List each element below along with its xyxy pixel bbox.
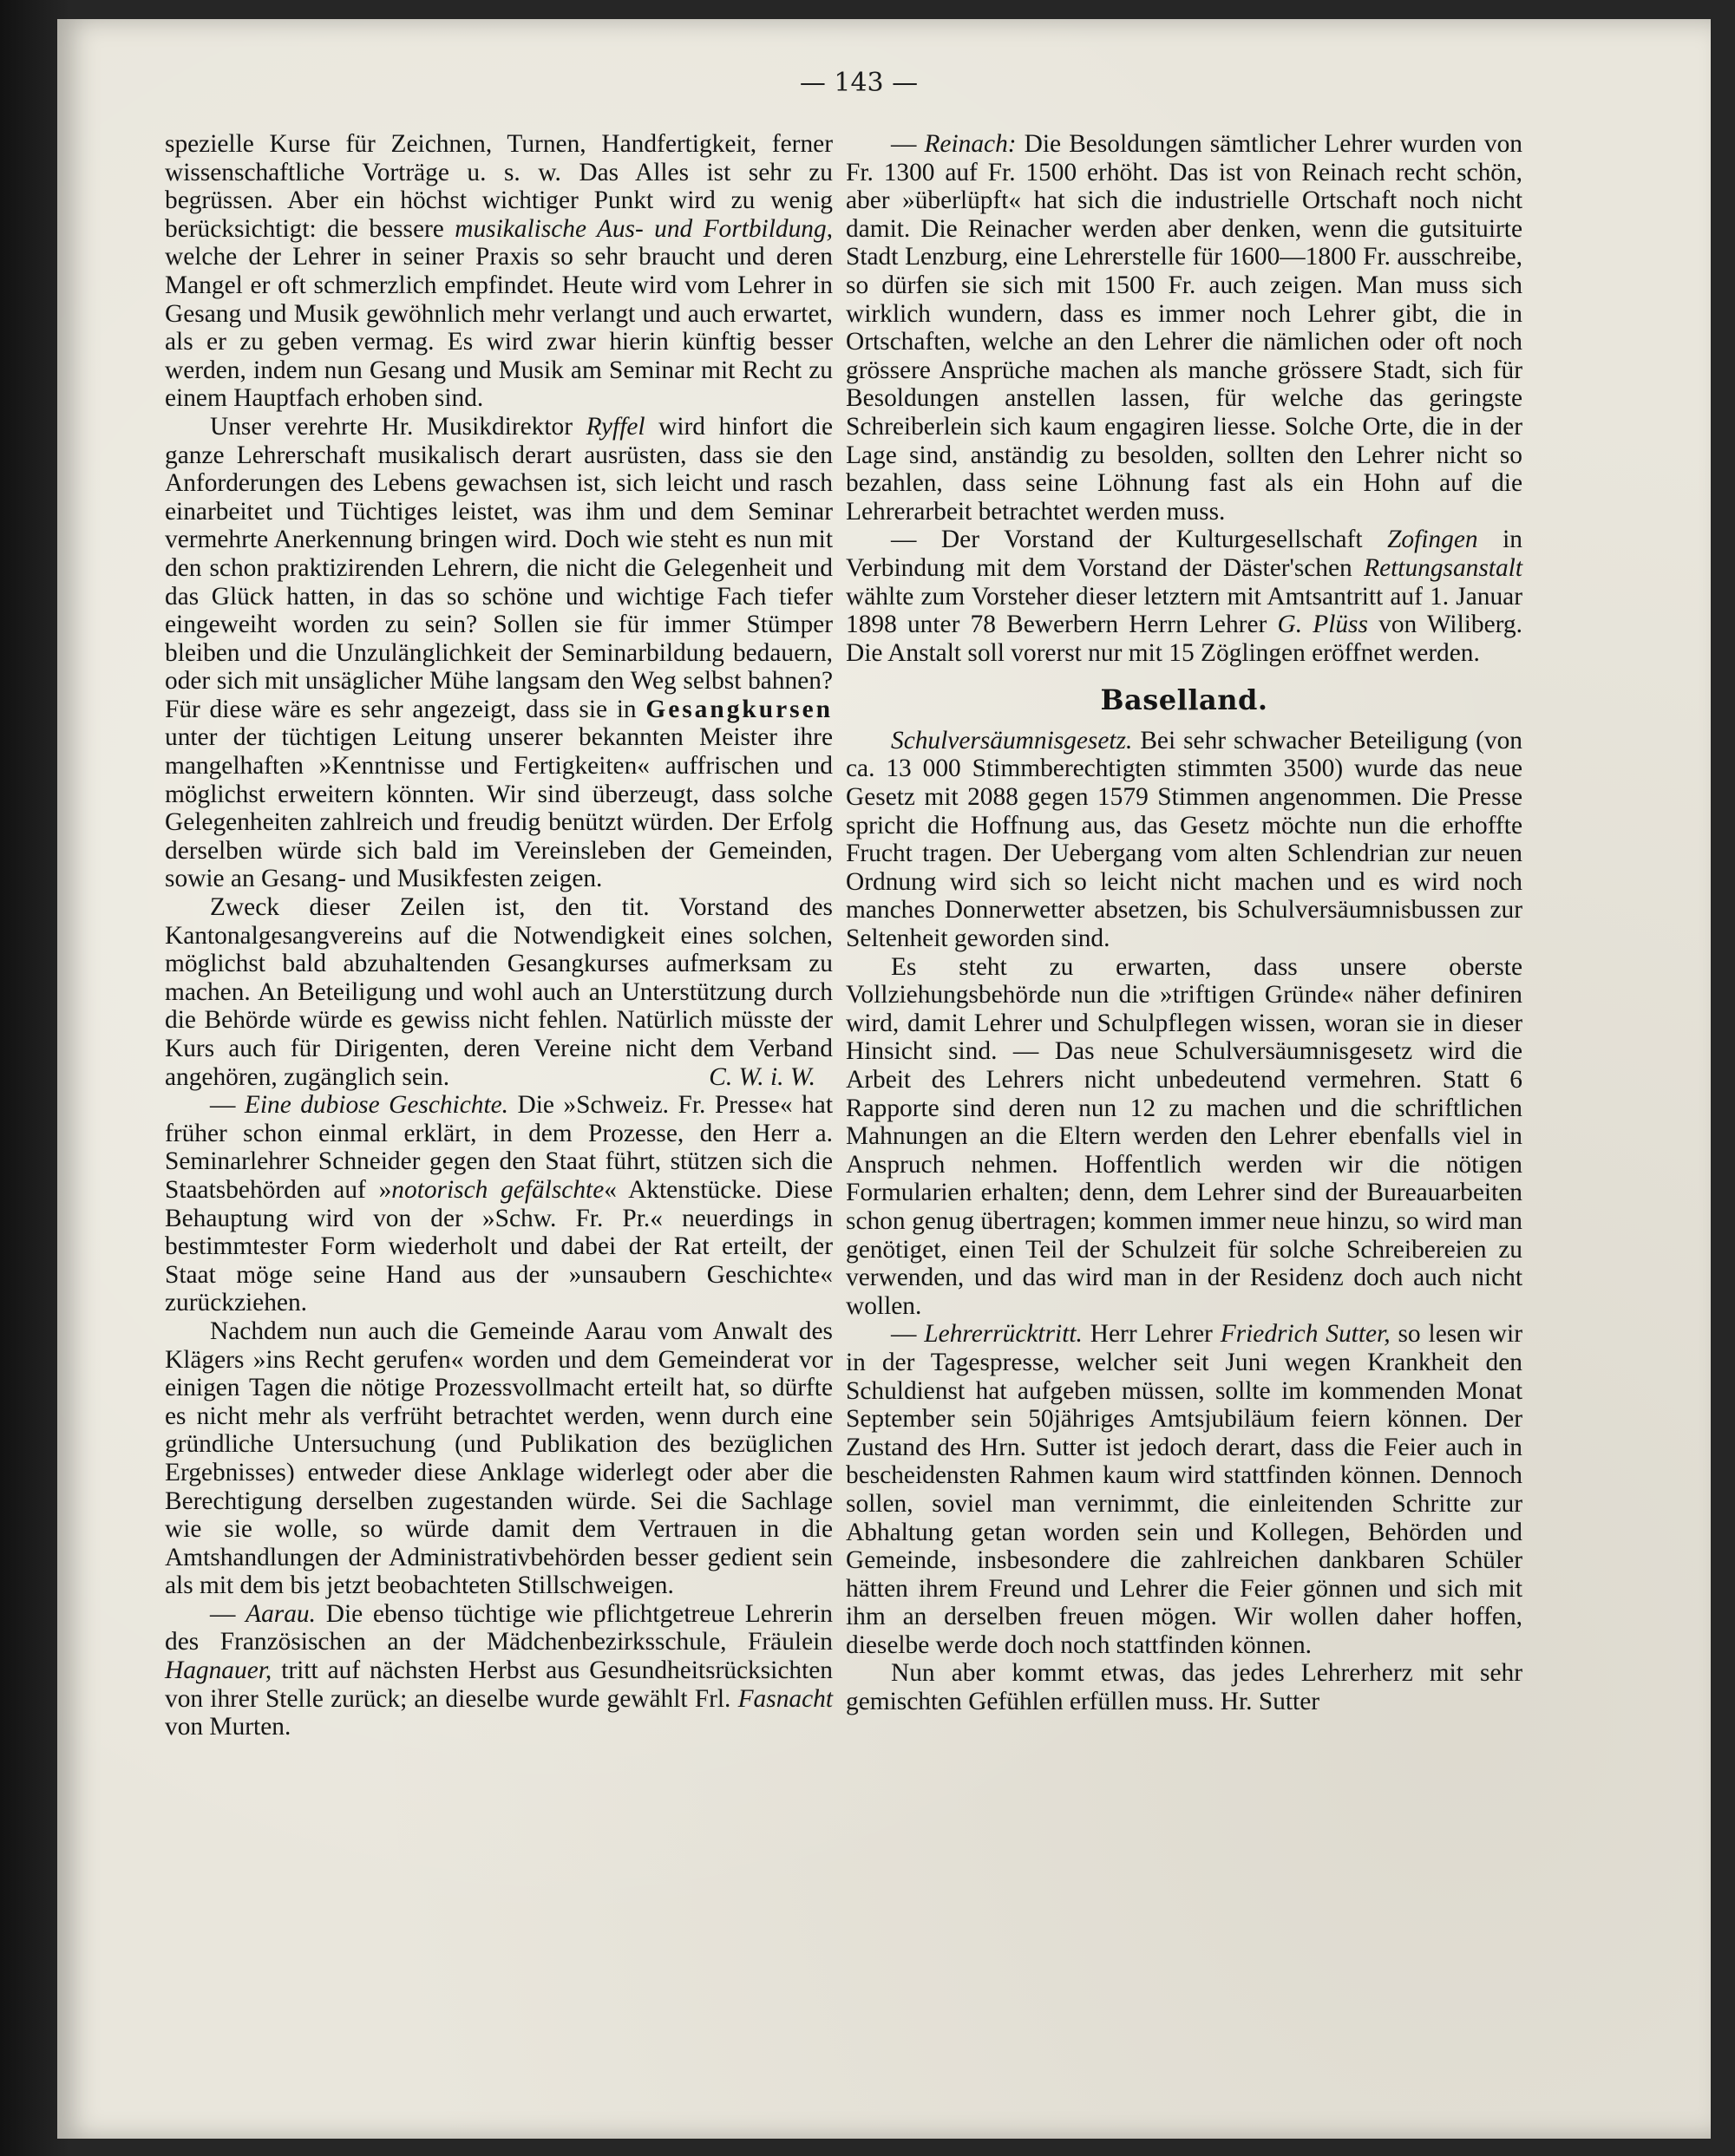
author-signature: C. W. i. W.: [709, 1062, 815, 1091]
right-text-column: [846, 130, 1522, 1716]
paragraph-aarau-anwalt: Nachdem nun auch die Gemeinde Aarau vom Anwalt des Klägers »ins Recht gerufen« worden und dem Gemeinderat vor einigen Tagen die nötige Prozessvollmacht erteilt hat, so dürfte es nicht mehr als verfrüht betrachtet werden, wenn durch eine gründliche Untersuchung (und Publikation des bezüglichen Ergebnisses) entweder diese Anklage widerlegt oder aber die Berechtigung derselben zugestanden würde. Sei die Sachlage wie sie wolle, so würde damit dem Vertrauen in die Amtshandlungen der Administrativbehörden besser gedient sein als mit dem bis jetzt beobachteten Stillschweigen.: [165, 1316, 833, 1600]
paragraph-zweck: Zweck dieser Zeilen ist, den tit. Vorstand des Kantonalgesangvereins auf die Notwendigkeit eines solchen, möglichst bald abzuhaltenden Gesangkurses aufmerksam zu machen. An Beteiligung und wohl auch an Unterstützung durch die Behörde würde es gewiss nicht fehlen. Natürlich müsste der Kurs auch für Dirigenten, deren Vereine nicht dem Verband angehören, zugänglich sein.: [165, 893, 833, 1091]
paragraph-schulversaeumnisgesetz: Schulversäumnisgesetz. Bei sehr schwacher Beteiligung (von ca. 13 000 Stimmberechtigten stimmten 3500) wurde das neue Gesetz mit 2088 gegen 1579 Stimmen angenommen. Die Presse spricht die Hoffnung aus, das Gesetz möchte nun die erhoffte Frucht tragen. Der Uebergang vom alten Schlendrian zur neuen Ordnung wird sich so leicht nicht machen und es wird noch manches Donnerwetter absetzen, bis Schulversäumnisbussen zur Seltenheit geworden sind.: [846, 726, 1522, 953]
paragraph-ryffel: Unser verehrte Hr. Musikdirektor Ryffel wird hinfort die ganze Lehrerschaft musikalisch derart ausrüsten, dass sie den Anforderungen des Lebens gewachsen ist, sich leicht und rasch einarbeitet und Tüchtiges leistet, was ihm und dem Seminar vermehrte Anerkennung bringen wird. Doch wie steht es nun mit den schon praktizirenden Lehrern, die nicht die Gelegenheit und das Glück hatten, in das so schöne und wichtige Fach tiefer eingeweiht worden zu sein? Sollen sie für immer Stümper bleiben und die Unzulänglichkeit der Seminarbildung bedauern, oder sich mit unsäglicher Mühe langsam den Weg selbst bahnen? Für diese wäre es sehr angezeigt, dass sie in Gesangkursen unter der tüchtigen Leitung unserer bekannten Meister ihre mangelhaften »Kenntnisse und Fertigkeiten« auffrischen und möglichst erweitern könnten. Wir sind überzeugt, dass solche Gelegenheiten zahlreich und freudig benützt würden. Der Erfolg derselben würde sich bald im Vereinsleben der Gemeinden, sowie an Gesang- und Musikfesten zeigen.: [165, 412, 833, 893]
paragraph-aarau-lehrerin: — Aarau. Die ebenso tüchtige wie pflichtgetreue Lehrerin des Französischen an der Mädchenbezirksschule, Fräulein Hagnauer, tritt auf nächsten Herbst aus Gesundheitsrücksichten von ihrer Stelle zurück; an dieselbe wurde gewählt Frl. Fasnacht von Murten.: [165, 1599, 833, 1741]
paragraph-lehrerherz: Nun aber kommt etwas, das jedes Lehrerherz mit sehr gemischten Gefühlen erfüllen muss. Hr. Sutter: [846, 1659, 1522, 1716]
paragraph-dubiose-geschichte: — Eine dubiose Geschichte. Die »Schweiz. Fr. Presse« hat früher schon einmal erklärt, in dem Prozesse, den Herr a. Seminarlehrer Schneider gegen den Staat führt, stützen sich die Staatsbehörden auf »notorisch gefälschte« Aktenstücke. Diese Behauptung wird von der »Schw. Fr. Pr.« neuerdings in bestimmtester Form wiederholt und dabei der Rat erteilt, der Staat möge seine Hand aus der »unsaubern Geschichte« zurückziehen.: [165, 1091, 834, 1317]
left-text-column: [165, 130, 833, 1741]
section-heading-baselland: Baselland.: [1100, 683, 1268, 717]
paragraph-courses: spezielle Kurse für Zeichnen, Turnen, Handfertigkeit, ferner wissenschaftliche Vorträge u. s. w. Das Alles ist sehr zu begrüssen. Aber ein höchst wichtiger Punkt wird zu wenig berücksichtigt: die bessere musikalische Aus- und Fortbildung, welche der Lehrer in seiner Praxis so sehr braucht und deren Mangel er oft schmerzlich empfindet. Heute wird vom Lehrer in Gesang und Musik gewöhnlich mehr verlangt und auch erwartet, als er zu geben vermag. Es wird zwar hierin künftig besser werden, indem nun Gesang und Musik am Seminar mit Recht zu einem Hauptfach erhoben sind.: [165, 130, 834, 413]
paragraph-lehrerruecktritt: — Lehrerrücktritt. Herr Lehrer Friedrich Sutter, so lesen wir in der Tagespresse, welcher seit Juni wegen Krankheit den Schuldienst hat aufgeben müssen, sollte im kommenden Monat September sein 50jähriges Amtsjubiläum feiern können. Der Zustand des Hrn. Sutter ist jedoch derart, dass die Feier auch in bescheidensten Rahmen kaum wird stattfinden können. Dennoch sollen, soviel man vernimmt, die einleitenden Schritte zur Abhaltung getan worden sein und Kollegen, Behörden und Gemeinde, insbesondere die zahlreichen dankbaren Schüler hätten ihrem Freund und Lehrer die Feier gönnen und sich mit ihm an derselben freuen mögen. Wir wollen daher hoffen, dieselbe werde doch noch stattfinden können.: [846, 1320, 1522, 1659]
paragraph-vollziehungsbehoerde: Es steht zu erwarten, dass unsere oberste Vollziehungsbehörde nun die »triftigen Gründe« näher definiren wird, damit Lehrer und Schulpflegen wissen, woran sie in dieser Hinsicht sind. — Das neue Schulversäumnisgesetz wird die Arbeit des Lehrers nicht unbedeutend vermehren. Statt 6 Rapporte sind deren nun 12 zu machen und die schriftlichen Mahnungen an die Eltern werden den Lehrer ebenfalls viel in Anspruch nehmen. Hoffentlich werden wir die nötigen Formularien erhalten; denn, dem Lehrer sind der Bureauarbeiten schon genug übertragen; kommen immer neue hinzu, so wird man genötiget, einen Teil der Schulzeit für solche Schreibereien zu verwenden, und das wird man in der Residenz doch auch nicht wollen.: [846, 952, 1522, 1320]
page-number-header: — 143 —: [799, 68, 919, 98]
paragraph-zofingen: — Der Vorstand der Kulturgesellschaft Zofingen in Verbindung mit dem Vorstand der Däster'schen Rettungsanstalt wählte zum Vorsteher dieser letztern mit Amtsantritt auf 1. Januar 1898 unter 78 Bewerbern Herrn Lehrer G. Plüss von Wiliberg. Die Anstalt soll vorerst nur mit 15 Zöglingen eröffnet werden.: [846, 526, 1522, 667]
paragraph-reinach: — Reinach: Die Besoldungen sämtlicher Lehrer wurden von Fr. 1300 auf Fr. 1500 erhöht. Das ist von Reinach recht schön, aber »überlüpft« hat sich die industrielle Ortschaft noch nicht damit. Die Reinacher werden aber denken, wenn die gutsituirte Stadt Lenzburg, eine Lehrerstelle für 1600—1800 Fr. ausschreibe, so dürfen sie sich mit 1500 Fr. auch zeigen. Man muss sich wirklich wundern, dass es immer noch Lehrer gibt, die in Ortschaften, welche an den Lehrer die nämlichen oder oft noch grössere Ansprüche machen als manche grössere Stadt, sich für Besoldungen anstellen lassen, für welche das geringste Schreiberlein sich kaum engagiren liesse. Solche Orte, die in der Lage sind, anständig zu besolden, sollten den Lehrer nicht so bezahlen, dass seine Löhnung fast als ein Hohn auf die Lehrerarbeit betrachtet werden muss.: [846, 130, 1522, 526]
